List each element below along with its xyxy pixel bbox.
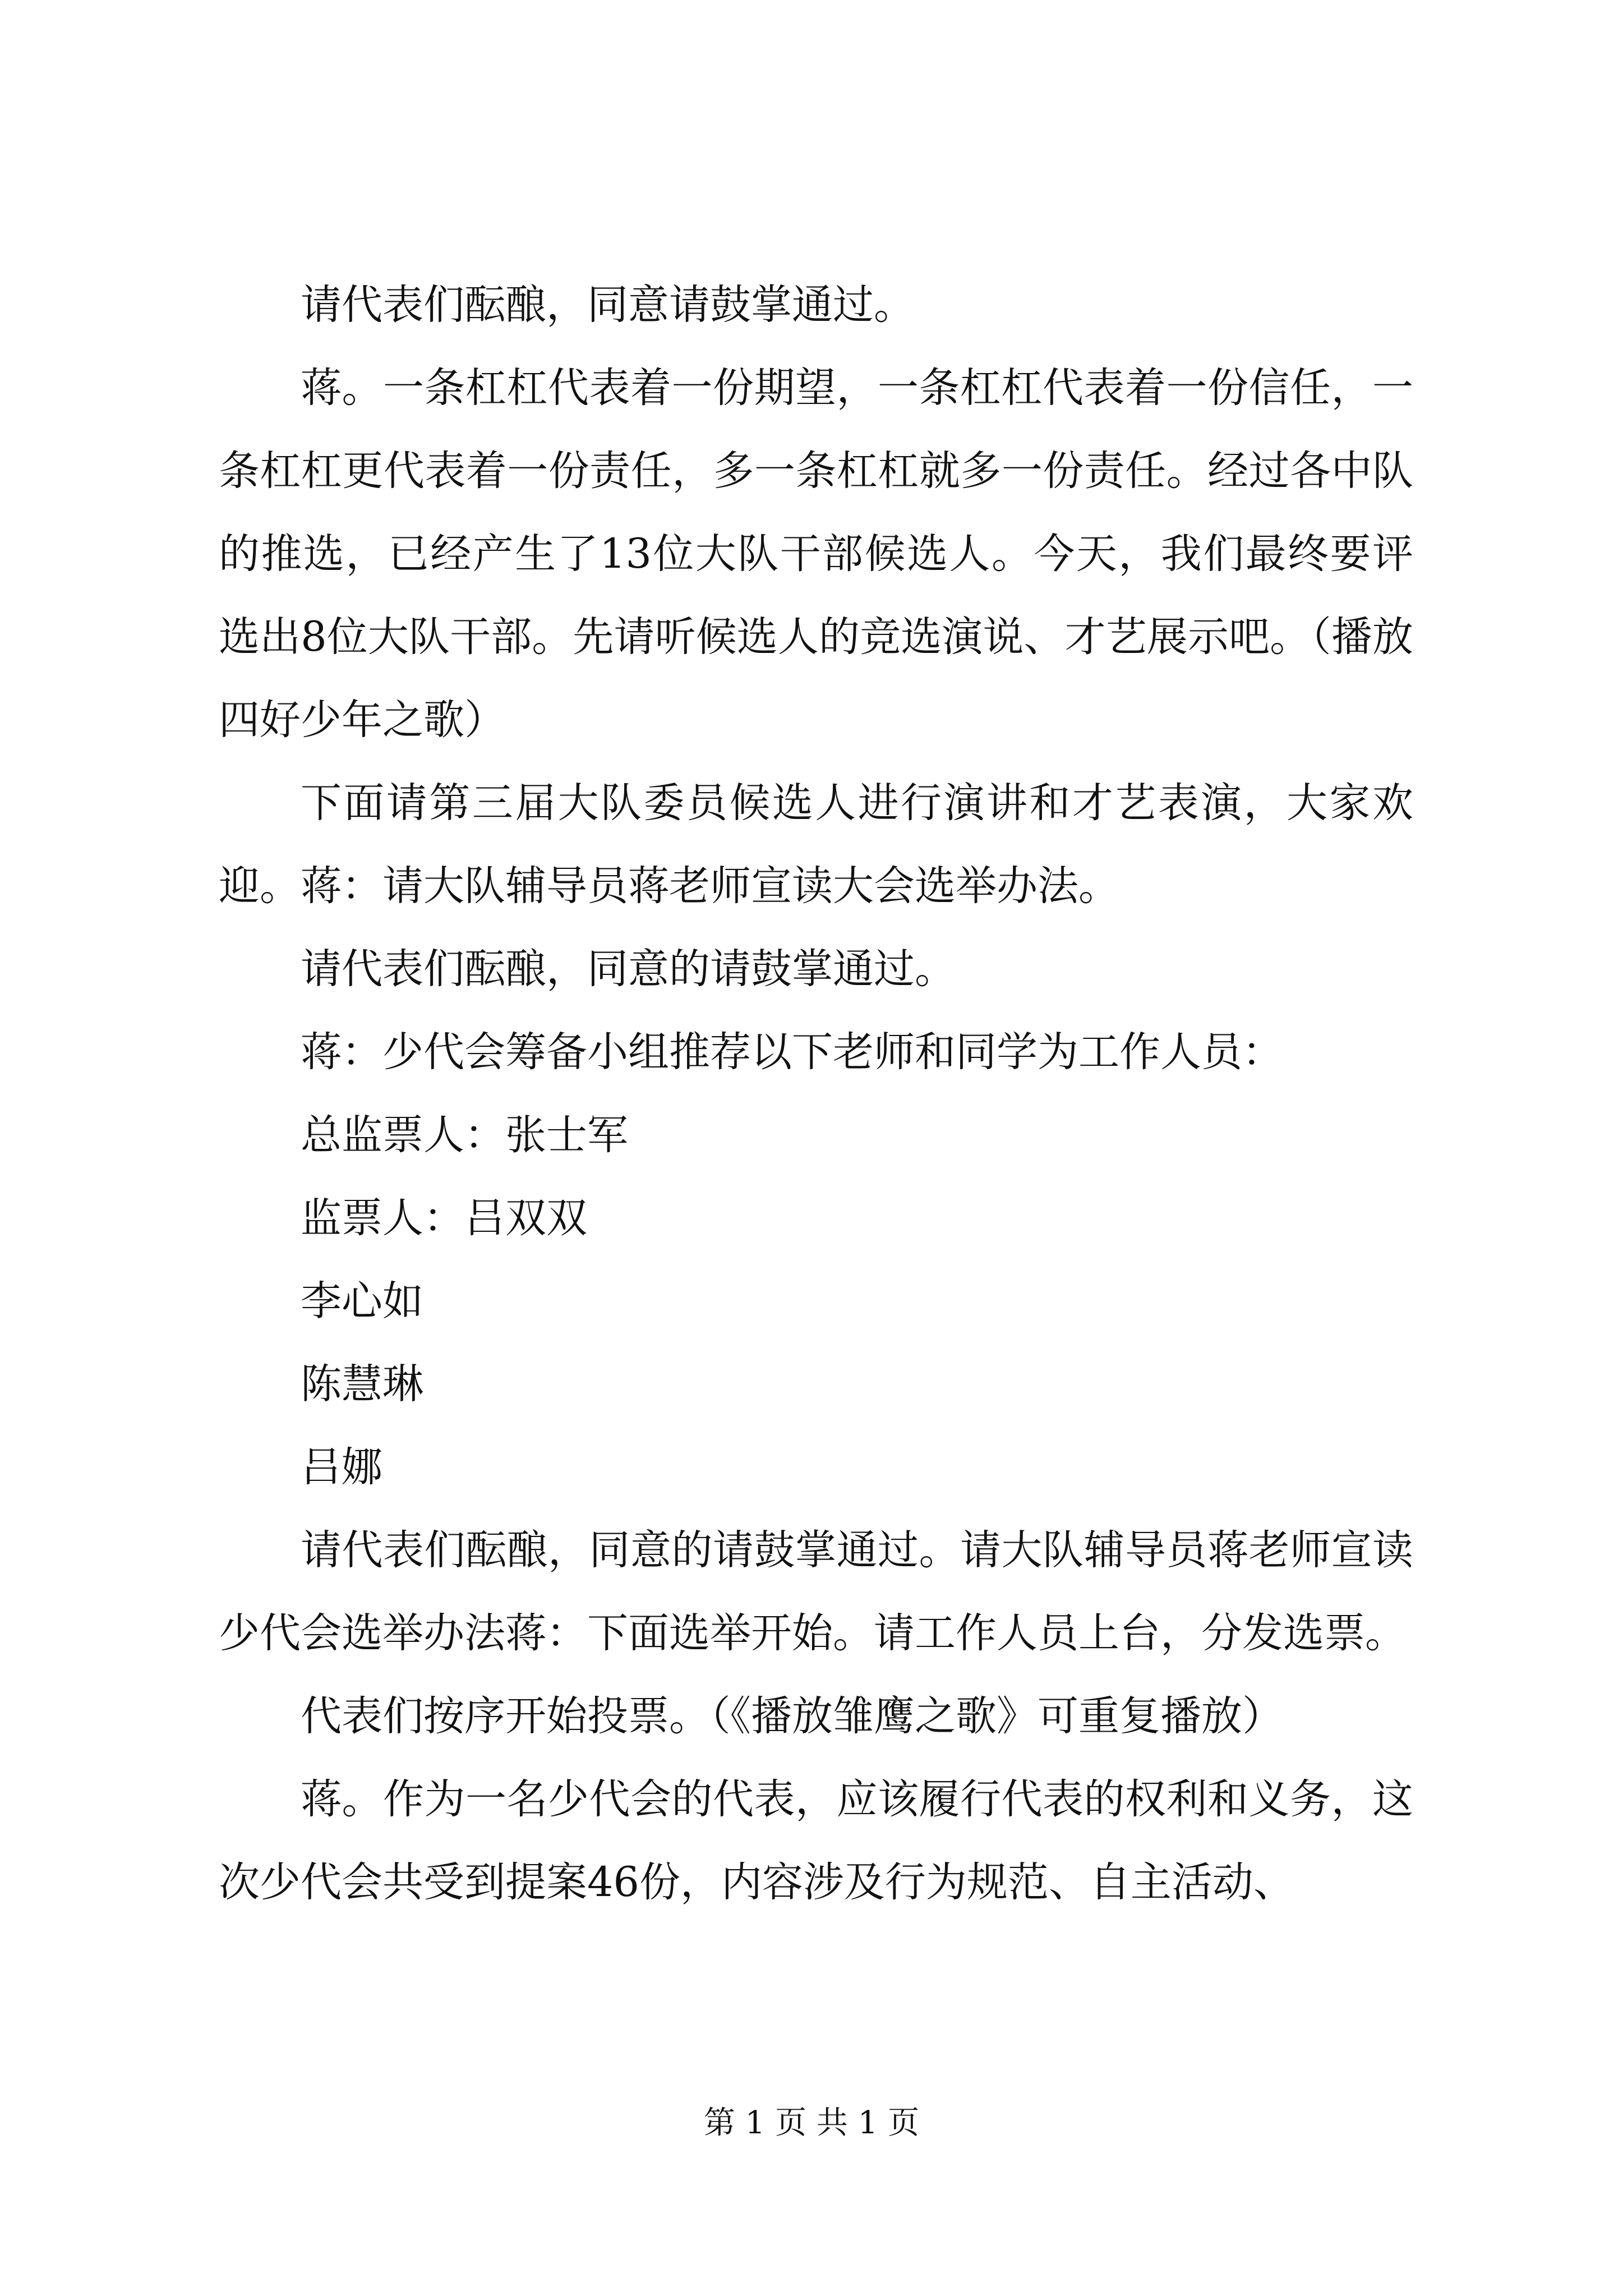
paragraph: 监票人：吕双双 <box>301 1194 587 1242</box>
paragraph: 下面请第三届大队委员候选人进行演讲和才艺表演，大家欢迎。蒋：请大队辅导员蒋老师宣读大会选举办法。 <box>219 779 1413 910</box>
paragraph: 蒋。一条杠杠代表着一份期望，一条杠杠代表着一份信任，一条杠杠更代表着一份责任，多一条杠杠就多一份责任。经过各中队的推选，已经产生了13位大队干部候选人。今天，我们最终要评选出8位大队干部。先请听候选人的竞选演说、才艺展示吧。（播放四好少年之歌） <box>219 364 1413 744</box>
paragraph: 陈慧琳 <box>301 1360 423 1408</box>
paragraph: 请代表们酝酿，同意的请鼓掌通过。 <box>301 945 956 993</box>
paragraph: 代表们按序开始投票。（《播放雏鹰之歌》可重复播放） <box>301 1692 1283 1740</box>
paragraph: 请代表们酝酿，同意的请鼓掌通过。请大队辅导员蒋老师宣读少代会选举办法蒋：下面选举开始。请工作人员上台，分发选票。 <box>219 1526 1413 1657</box>
paragraph: 李心如 <box>301 1277 423 1325</box>
paragraph: 蒋。作为一名少代会的代表，应该履行代表的权利和义务，这次少代会共受到提案46份，内容涉及行为规范、自主活动、 <box>219 1775 1413 1906</box>
paragraph: 蒋：少代会筹备小组推荐以下老师和同学为工作人员： <box>301 1028 1283 1076</box>
paragraph: 请代表们酝酿，同意请鼓掌通过。 <box>301 281 915 329</box>
paragraph: 吕娜 <box>301 1443 382 1491</box>
page-footer: 第 1 页 共 1 页 <box>703 2105 920 2141</box>
paragraph: 总监票人：张士军 <box>301 1111 628 1159</box>
document-body <box>219 264 1413 1924</box>
